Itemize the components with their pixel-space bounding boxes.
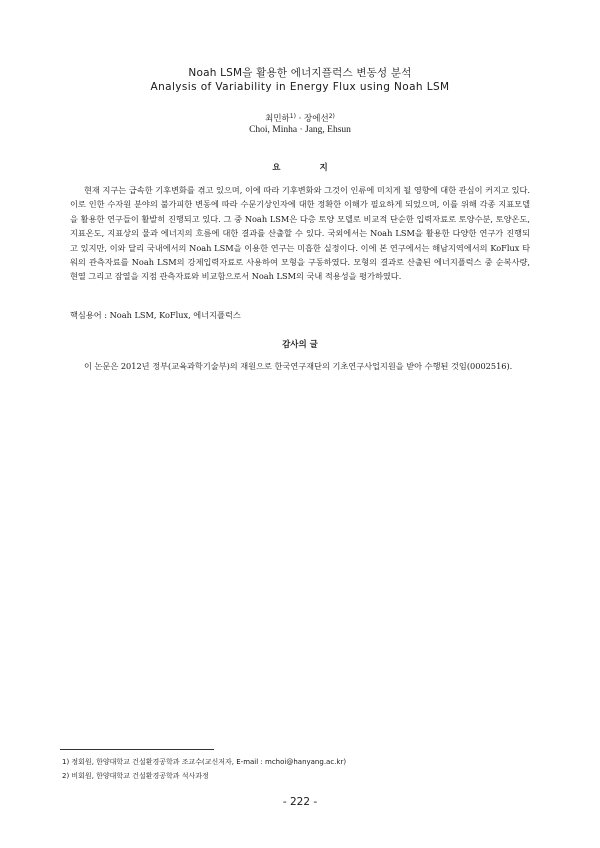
title-english: Analysis of Variability in Energy Flux using Noah LSM [150,81,450,93]
page-number: - 222 - [282,796,318,808]
authors-english: Choi, Minha · Jang, Ehsun [249,125,351,135]
acknowledgment-text: 이 논문은 2012년 정부(교육과학기술부)의 재원으로 한국연구재단의 기초연구사업지원을 받아 수행된 것임(0002516). [84,361,513,371]
abstract-body [70,183,530,284]
footnote-1: 1) 정회원, 한양대학교 건설환경공학과 조교수(교신저자, E-mail : mchoi@hanyang.ac.kr) [62,758,347,766]
abstract-paragraph: 현재 지구는 급속한 기후변화를 겪고 있으며, 이에 따라 기후변화와 그것이 인류에 미치게 될 영향에 대한 관심이 커지고 있다. 이로 인한 수자원 분야의 불가피한 변동에 따라 수문기상인자에 대한 정확한 이해가 필요하게 되었으며, 이를 위해 각종 지표모델을 활용한 연구들이 활발히 진행되고 있다. 그 중 Noah LSM은 다층 토양 모델로 비교적 단순한 입력자료로 토양수분, 토양온도, 지표온도, 지표상의 물과 에너지의 흐름에 대한 결과를 산출할 수 있다. 국외에서는 Noah LSM을 활용한 다양한 연구가 진행되고 있지만, 이와 달리 국내에서의 Noah LSM을 이용한 연구는 미흡한 실정이다. 이에 본 연구에서는 해남지역에서의 KoFlux 타워의 관측자료를 Noah LSM의 강제입력자료로 사용하여 모형을 구동하였다. 모형의 결과로 산출된 에너지플럭스 중 순복사량, 현열 그리고 잠열을 지점 관측자료와 비교함으로서 Noah LSM의 국내 적용성을 평가하였다. [70,185,530,282]
author-1-footnote-mark: 1) [289,113,296,120]
abstract-heading: 요 지 [272,163,346,173]
title-korean: Noah LSM을 활용한 에너지플럭스 변동성 분석 [188,67,412,79]
author-1-name: 최민하 [265,114,290,124]
acknowledgment-heading: 감사의 글 [282,340,318,350]
footnote-divider [60,749,214,750]
author-2-footnote-mark: 2) [328,113,335,120]
author-2-name: 장에선 [304,114,329,124]
author-separator: · [295,114,305,124]
keywords: 핵심용어 : Noah LSM, KoFlux, 에너지플럭스 [70,310,241,320]
authors-korean [0,112,600,124]
footnote-2: 2) 비회원, 한양대학교 건설환경공학과 석사과정 [62,772,209,780]
